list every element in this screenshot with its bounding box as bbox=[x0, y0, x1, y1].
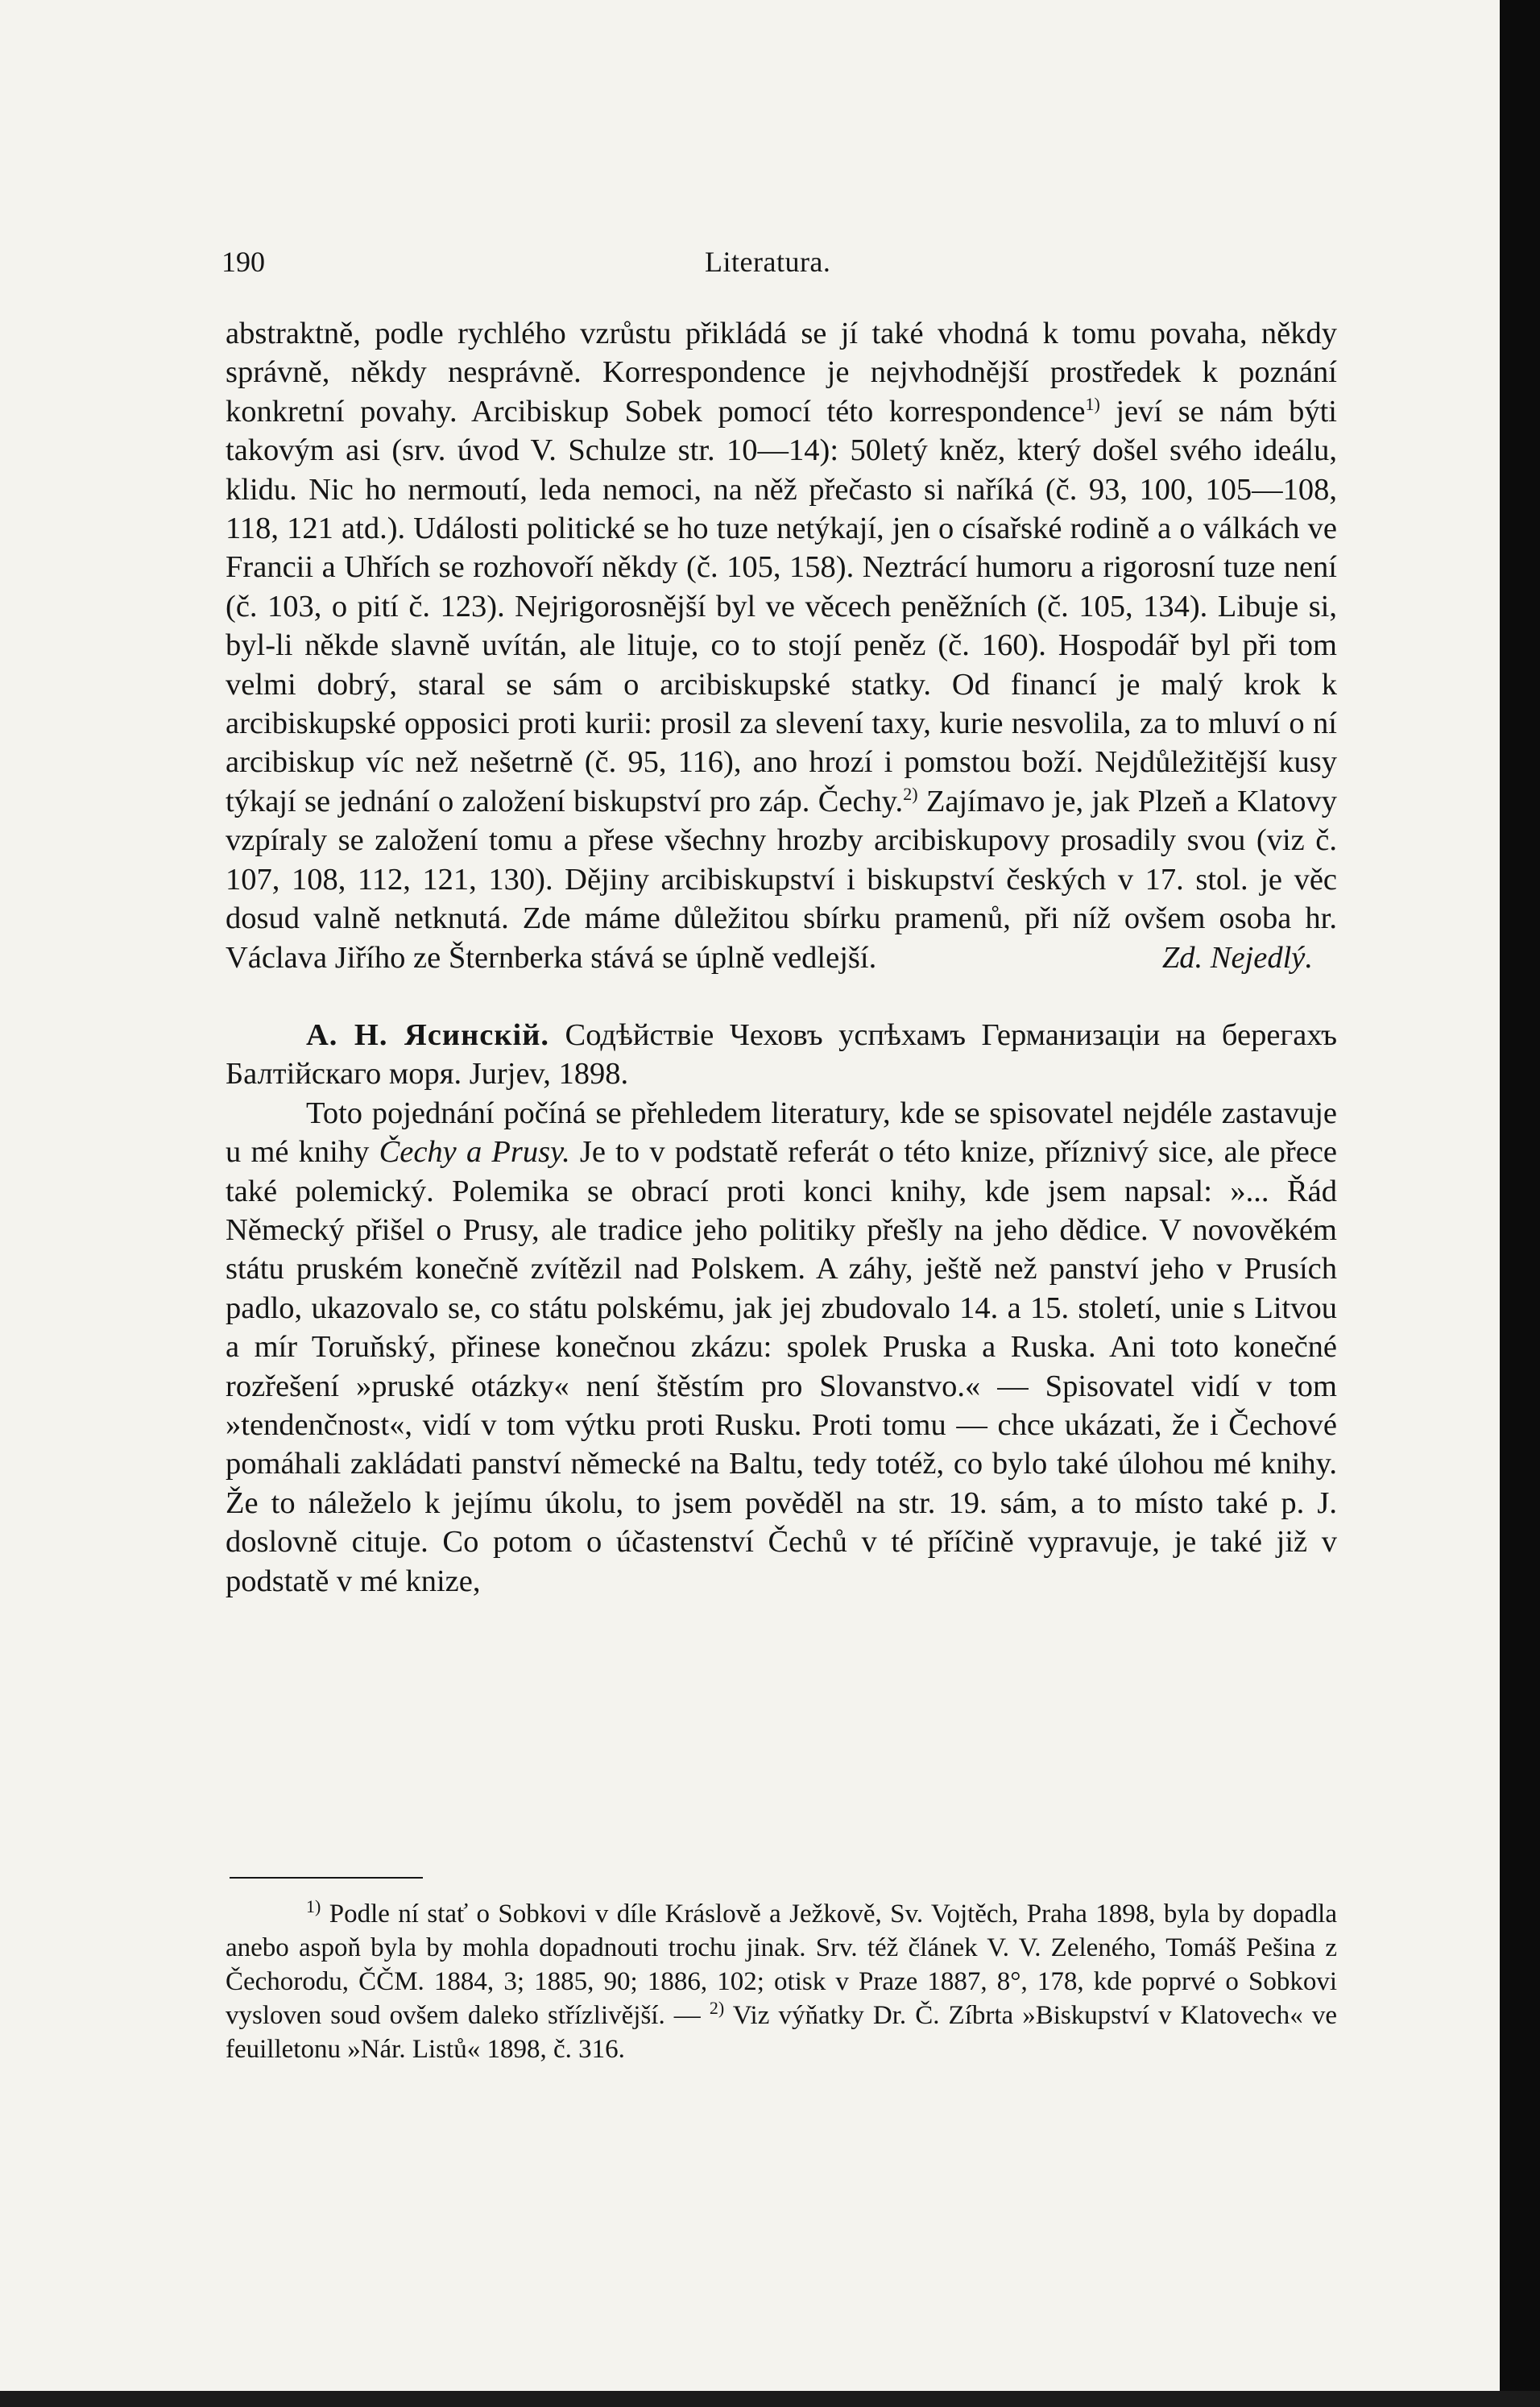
reviewer-signature: Zd. Nejedlý. bbox=[1161, 940, 1313, 975]
footnote-text-2: Viz výňatky Dr. Č. Zíbrta »Biskupství v Klatovech« ve feuilletonu »Nár. Listů« 1898, č. 316. bbox=[226, 2001, 1337, 2064]
page-number: 190 bbox=[221, 246, 265, 278]
footnote-ref-2: 2) bbox=[903, 784, 918, 805]
footnotes bbox=[226, 1897, 1337, 2066]
main-text bbox=[226, 314, 1337, 1601]
running-title: Literatura. bbox=[705, 246, 831, 278]
footnote-marker-2: 2) bbox=[709, 1998, 725, 2018]
running-head bbox=[221, 242, 1349, 282]
paragraph-review-continuation bbox=[226, 314, 1337, 977]
paragraph-text: Toto pojednání počíná se přehledem literatury, kde se spisovatel nejdéle zastavuje u mé knihy bbox=[226, 1096, 1337, 1170]
paragraph-text: Zajímavo je, jak Plzeň a Klatovy vzpíraly se založení tomu a přese všechny hrozby arcibiskupovy prosadily svou (viz č. 107, 108, 112, 121, 130). Dějiny arcibiskupství i biskupství českých v 17. stol. je věc dosud valně netknutá. Zde máme důležitou sbírku pramenů, při níž ovšem osoba hr. Václava Jiřího ze Šternberka stává se úplně vedlejší. bbox=[226, 784, 1337, 975]
footnote-text-1: Podle ní stať o Sobkovi v díle Kráslově a Ježkově, Sv. Vojtěch, Praha 1898, byla by dopadla anebo aspoň byla by mohla dopadnouti trochu jinak. Srv. též článek V. V. Zeleného, Tomáš Pešina z Čechorodu, ČČM. 1884, 3; 1885, 90; 1886, 102; otisk v Praze 1887, 8°, 178, kde poprvé o Sobkovi vysloven soud ovšem daleko střízlivější. — bbox=[226, 1900, 1337, 2030]
footnote-ref-1: 1) bbox=[1085, 393, 1100, 414]
paragraph-text: abstraktně, podle rychlého vzrůstu přikládá se jí také vhodná k tomu povaha, někdy správně, někdy nesprávně. Korrespondence je nejvhodnější prostředek k poznání konkretní povahy. Arcibiskup Sobek pomocí této korrespondence bbox=[226, 317, 1337, 429]
review-heading bbox=[226, 1016, 1337, 1094]
review-author: А. Н. Ясинскій. bbox=[306, 1017, 550, 1052]
paragraph-text: jeví se nám býti takovým asi (srv. úvod V. Schulze str. 10—14): 50letý kněz, který došel svého ideálu, klidu. Nic ho nermoutí, leda nemoci, na něž přečasto si naříká (č. 93, 100, 105—108, 118, 121 atd.). Události politické se ho tuze netýkají, jen o císařské rodině a o válkách ve Francii a Uhřích se rozhovoří někdy (č. 105, 158). Neztrácí humoru a rigorosní tuze není (č. 103, o pití č. 123). Nejrigorosnější byl ve věcech peněžních (č. 105, 134). Libuje si, byl-li někde slavně uvítán, ale lituje, co to stojí peněz (č. 160). Hospodář byl při tom velmi dobrý, staral se sám o arcibiskupské statky. Od financí je malý krok k arcibiskupské opposici proti kurii: prosil za slevení taxy, kurie nesvolila, za to mluví o ní arcibiskup víc než nešetrně (č. 95, 116), ano hrozí i pomstou boží. Nejdůležitější kusy týkají se jednání o založení biskupství pro záp. Čechy. bbox=[226, 394, 1337, 818]
scan-edge-right bbox=[1500, 0, 1540, 2407]
review-title: Содѣйствіе Чеховъ успѣхамъ Германизаціи на берегахъ Балтійскаго моря. Jurjev, 1898. bbox=[226, 1017, 1337, 1092]
footnote-divider bbox=[230, 1877, 423, 1879]
footnote-block bbox=[226, 1897, 1337, 2066]
paragraph-text: Je to v podstatě referát o této knize, příznivý sice, ale přece také polemický. Polemika se obrací proti konci knihy, kde jsem napsal: »... Řád Německý přišel o Prusy, ale tradice jeho politiky přešly na jeho dědice. V novověkém státu pruském konečně zvítězil nad Polskem. A záhy, ještě než panství jeho v Prusích padlo, ukazovalo se, co státu polskému, jak jej zbudovalo 14. a 15. století, unie s Litvou a mír Toruňský, přinese konečnou zkázu: spolek Pruska a Ruska. Ani toto konečné rozřešení »pruské otázky« není štěstím pro Slovanstvo.« — Spisovatel vidí v tom »tendenčnost«, vidí v tom výtku proti Rusku. Proti tomu — chce ukázati, že i Čechové pomáhali zakládati panství německé na Baltu, tedy totéž, co bylo také úlohou mé knihy. Že to náleželo k jejímu úkolu, to jsem pověděl na str. 19. sám, a to místo také p. J. doslovně cituje. Co potom o účastenství Čechů v té příčině vypravuje, je také již v podstatě v mé knize, bbox=[226, 1135, 1337, 1598]
book-title: Čechy a Prusy. bbox=[379, 1135, 570, 1170]
scan-edge-bottom bbox=[0, 2391, 1540, 2407]
footnote-marker-1: 1) bbox=[306, 1896, 321, 1916]
paragraph-review-body bbox=[226, 1094, 1337, 1601]
